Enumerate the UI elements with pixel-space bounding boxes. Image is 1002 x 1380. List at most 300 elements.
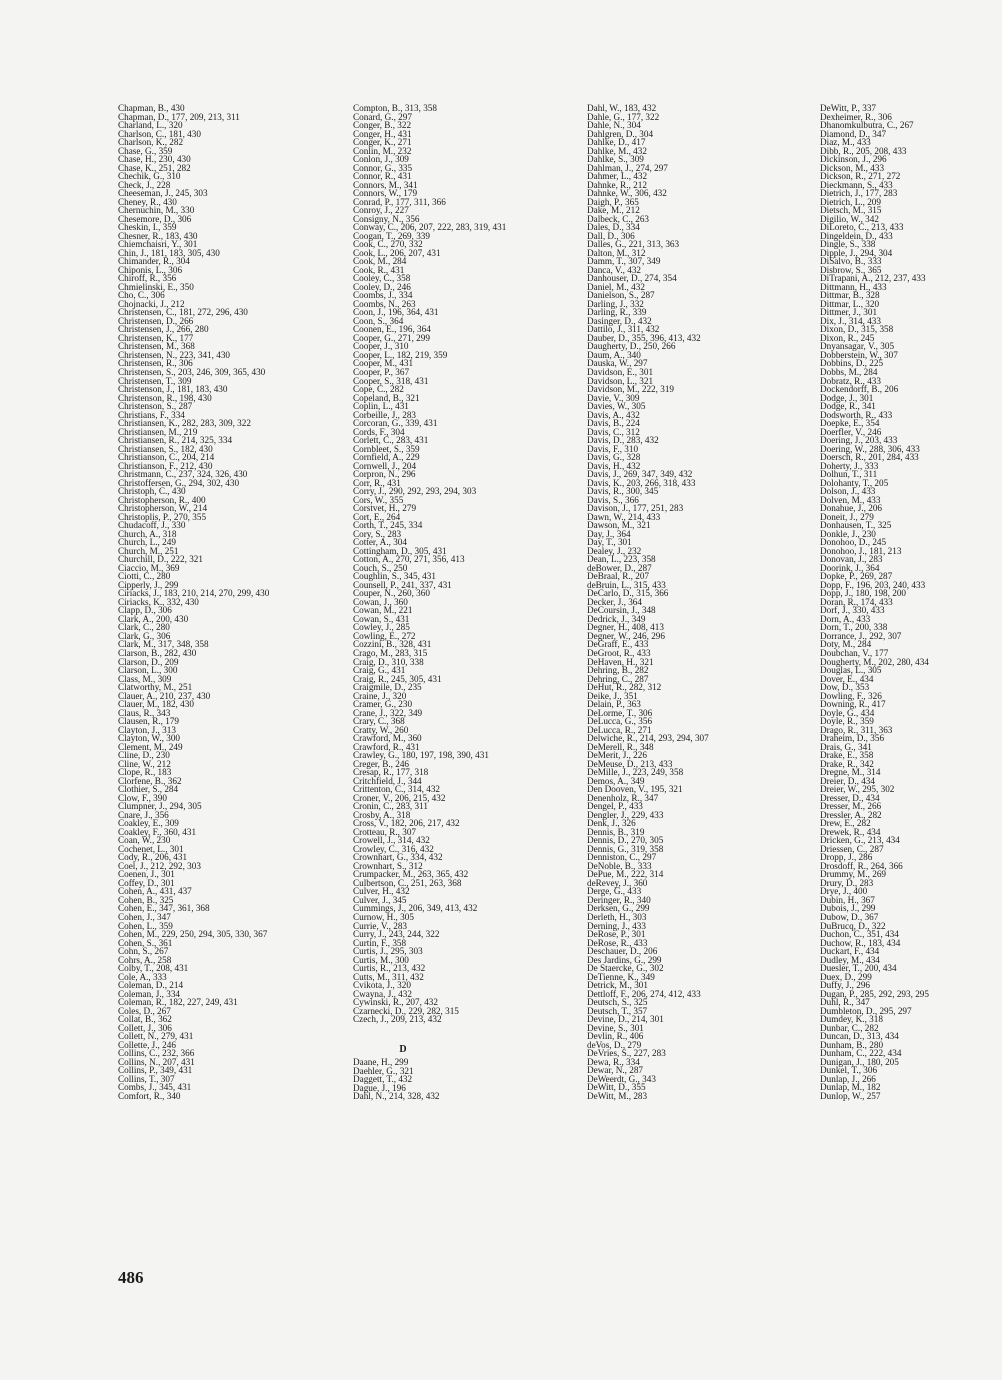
index-entry: Dietrich, J., 177, 283 [820, 188, 898, 199]
index-entry: Crago, M., 283, 315 [353, 648, 428, 658]
index-entry: Coel, J., 212, 292, 303 [118, 860, 201, 871]
index-entry: Chesner, R., 183, 430 [118, 230, 198, 241]
index-entry: Davidson, M., 222, 319 [587, 384, 675, 395]
index-entry: Doherty, J., 333 [820, 460, 879, 471]
index-entry: Charlson, C., 181, 430 [118, 128, 201, 139]
index-entry: Cipperly, J., 299 [118, 579, 179, 590]
index-entry: Coughlin, S., 345, 431 [353, 571, 436, 582]
index-entry: Donohoo, J., 181, 213 [820, 545, 902, 556]
index-entry: Deschauer, D., 206 [587, 946, 658, 957]
index-entry: Connor, R., 431 [353, 171, 412, 182]
index-entry: Degner, W., 246, 296 [587, 630, 665, 641]
index-entry: Collins, T., 307 [118, 1073, 175, 1084]
index-entry: DeBraal, R., 207 [587, 571, 650, 582]
index-entry: Dunlop, W., 257 [820, 1090, 881, 1101]
index-entry: DeWitt, M., 283 [587, 1090, 648, 1101]
index-entry: Dalles, G., 221, 313, 363 [587, 239, 680, 250]
index-entry: Doerfler, V., 246 [820, 426, 882, 437]
index-entry: Davis, A., 432 [587, 409, 640, 420]
index-entry: Den Dooven, V., 195, 321 [587, 784, 683, 795]
index-entry: Deutsch, T., 357 [587, 1005, 648, 1016]
index-entry: Couch, S., 250 [353, 562, 408, 573]
index-entry: Cowling, E., 272 [353, 630, 416, 641]
index-entry: Church, M., 251 [118, 545, 179, 556]
index-entry: Diaz, M., 433 [820, 137, 871, 148]
index-entry: Charlson, K., 282 [118, 137, 184, 148]
index-entry: Cramer, G., 230 [353, 699, 413, 710]
index-entry: Colby, T., 208, 431 [118, 963, 189, 974]
index-entry: Dahle, G., 177, 322 [587, 111, 660, 122]
index-entry: Christopherson, W., 214 [118, 503, 208, 514]
index-entry: DeGroot, R., 433 [587, 648, 651, 658]
index-entry: Cheney, R., 430 [118, 196, 177, 207]
index-entry: Dorn, A., 433 [820, 613, 871, 624]
index-entry: Chudacoff, J., 330 [118, 520, 186, 531]
index-entry: Christensen, M., 368 [118, 341, 195, 352]
index-entry: Downing, R., 417 [820, 699, 886, 710]
index-entry: DeWeerdt, G., 343 [587, 1073, 656, 1084]
index-entry: Doering, W., 288, 306, 433 [820, 443, 920, 454]
index-entry: Dopp, F., 196, 203, 240, 433 [820, 579, 926, 590]
index-entry: Conroy, J., 227 [353, 205, 409, 216]
index-entry: Des Jardins, G., 299 [587, 954, 662, 965]
index-entry: Danhouser, D., 274, 354 [587, 273, 677, 284]
index-entry: Ciriacks, J., 183, 210, 214, 270, 299, 430 [118, 588, 270, 599]
index-entry: Draheim, D., 356 [820, 733, 885, 744]
index-column-4 [820, 104, 929, 1100]
index-entry: Church, L., 249 [118, 537, 176, 548]
index-entry: Cooper, J., 310 [353, 341, 409, 352]
index-entry: Dodge, J., 301 [820, 392, 874, 403]
index-entry: Claus, R., 343 [118, 707, 171, 718]
index-entry: Clothier, S., 284 [118, 784, 179, 795]
index-entry: Combs, J., 345, 431 [118, 1082, 192, 1093]
index-entry: Crary, C., 368 [353, 716, 405, 727]
index-entry: DeNoble, B., 333 [587, 860, 652, 871]
index-entry: Dexheimer, R., 306 [820, 111, 892, 122]
index-entry: Dehring, B., 282 [587, 665, 649, 676]
index-entry: DeLorme, T., 306 [587, 707, 653, 718]
index-entry: Christianson, F., 212, 430 [118, 460, 213, 471]
index-entry: Compton, B., 313, 358 [353, 103, 437, 113]
index-entry: Dickson, M., 433 [820, 162, 885, 173]
index-entry: Damm, T., 307, 349 [587, 256, 661, 267]
index-entry: Davis, R., 300, 345 [587, 486, 659, 497]
index-entry: Dunham, C., 222, 434 [820, 1048, 902, 1059]
section-letter-heading: D [399, 1043, 407, 1055]
index-entry: Doering, J., 203, 433 [820, 435, 898, 446]
index-entry: Christensen, S., 203, 246, 309, 365, 430 [118, 366, 266, 377]
index-entry: Christianson, C., 204, 214 [118, 452, 215, 463]
index-entry: Clarson, D., 209 [118, 656, 179, 667]
index-entry: Coombs, N., 263 [353, 298, 416, 309]
index-entry: Dunlap, J., 266 [820, 1073, 876, 1084]
index-entry: Crane, J., 322, 349 [353, 707, 423, 718]
index-entry: Christoplis, P., 270, 355 [118, 511, 207, 522]
index-entry: Dregne, M., 314 [820, 767, 881, 778]
index-entry: Clark, M., 317, 348, 358 [118, 639, 209, 650]
index-entry: Chimander, R., 304 [118, 256, 190, 267]
index-entry: Cooley, D., 246 [353, 281, 411, 292]
index-entry: deVos, D., 279 [587, 1039, 642, 1050]
index-entry: Duesler, T., 200, 434 [820, 963, 897, 974]
index-entry: Cochenet, L., 301 [118, 843, 184, 854]
index-entry: Corth, T., 245, 334 [353, 520, 423, 531]
index-entry: Dengel, P., 433 [587, 801, 643, 812]
index-entry: Dubois, J., 299 [820, 903, 876, 914]
index-entry: Clark, G., 306 [118, 630, 171, 641]
index-entry: Drake, R., 342 [820, 758, 874, 769]
index-entry: Duhl, R., 347 [820, 997, 870, 1008]
index-entry: Coakley, E., 309 [118, 818, 179, 829]
index-entry: DeLucca, R., 271 [587, 724, 652, 735]
index-entry: Dockendorff, B., 206 [820, 384, 899, 395]
index-entry: Dnyansagar, V., 305 [820, 341, 895, 352]
index-entry: Davies, W., 305 [587, 401, 646, 412]
index-entry: Crawley, G., 180, 197, 198, 390, 431 [353, 750, 489, 761]
index-entry: DeMille, J., 223, 249, 358 [587, 767, 684, 778]
index-entry: Crownhart, S., 312 [353, 860, 423, 871]
index-entry: Craigmile, D., 235 [353, 682, 422, 693]
index-entry: Curtis, M., 300 [353, 954, 409, 965]
index-entry: Cooper, S., 318, 431 [353, 375, 429, 386]
index-entry: Corr, R., 431 [353, 477, 401, 488]
index-entry: Chapman, B., 430 [118, 103, 185, 113]
index-entry: Christenson, R., 198, 430 [118, 392, 212, 403]
index-entry: Collins, N., 207, 431 [118, 1056, 195, 1067]
index-entry: Duchon, C., 351, 434 [820, 929, 899, 940]
index-entry: Cort, E., 264 [353, 511, 401, 522]
index-entry: Dahlke, D., 417 [587, 137, 646, 148]
index-entry: Conger, K., 271 [353, 137, 412, 148]
index-column-3 [587, 104, 709, 1100]
index-entry: Christiansen, R., 214, 325, 334 [118, 435, 233, 446]
index-entry: Christensen, R., 306 [118, 358, 193, 369]
index-entry: Cowan, S., 431 [353, 613, 410, 624]
index-entry: Daum, A., 340 [587, 349, 641, 360]
index-entry: Daane, H., 299 [353, 1057, 409, 1068]
index-entry: Davis, J., 269, 347, 349, 432 [587, 469, 693, 480]
index-entry: Cody, R., 206, 431 [118, 852, 188, 863]
index-entry: Cornbleet, S., 359 [353, 443, 420, 454]
index-entry: Drais, G., 341 [820, 741, 872, 752]
index-entry: Clauer, A., 210, 237, 430 [118, 690, 211, 701]
index-entry: Dunkel, T., 306 [820, 1065, 878, 1076]
index-entry: Clatworthy, M., 251 [118, 682, 193, 693]
index-entry: Christopherson, R., 400 [118, 494, 206, 505]
index-entry: Corbeille, J., 283 [353, 409, 417, 420]
index-entry: Dumbleton, D., 295, 297 [820, 1005, 912, 1016]
index-entry: Coogan, T., 269, 339 [353, 230, 430, 241]
index-entry: Dunham, B., 280 [820, 1039, 884, 1050]
index-entry: Craig, R., 245, 305, 431 [353, 673, 442, 684]
index-entry: Day, J., 364 [587, 528, 631, 539]
index-entry: Christoffersen, G., 294, 302, 430 [118, 477, 240, 488]
index-entry: Dow, D., 353 [820, 682, 870, 693]
index-entry: Clayton, W., 300 [118, 733, 181, 744]
index-entry: Dricken, G., 213, 434 [820, 835, 900, 846]
index-entry: Dahnke, R., 212 [587, 179, 647, 190]
index-entry: Cohrs, A., 258 [118, 954, 172, 965]
index-entry: Crotteau, R., 307 [353, 826, 417, 837]
index-entry: Conger, H., 431 [353, 128, 412, 139]
index-entry: Corstvet, H., 279 [353, 503, 417, 514]
index-entry: Dudley, M., 434 [820, 954, 880, 965]
index-entry: Donovan, J., 283 [820, 554, 883, 565]
index-entry: Drummy, M., 269 [820, 869, 887, 880]
index-entry: Donohoo, D., 245 [820, 537, 887, 548]
index-entry: Daehler, G., 321 [353, 1065, 414, 1076]
index-entry: Cook, M., 284 [353, 256, 407, 267]
index-entry: Chapman, D., 177, 209, 213, 311 [118, 111, 240, 122]
index-entry: Driessen, C., 287 [820, 843, 884, 854]
index-entry: Coplin, L., 431 [353, 401, 409, 412]
index-entry: Croner, V., 206, 215, 432 [353, 792, 446, 803]
index-entry: Duncan, D., 313, 434 [820, 1031, 899, 1042]
index-entry: Dunigan, J., 180, 205 [820, 1056, 899, 1067]
index-entry: Davis, F., 310 [587, 443, 639, 454]
index-entry: deRevey, J., 360 [587, 877, 648, 888]
index-entry: Crownhart, G., 334, 432 [353, 852, 443, 863]
index-entry: Copeland, B., 321 [353, 392, 420, 403]
index-entry: Christensen, C., 181, 272, 296, 430 [118, 307, 248, 318]
index-entry: Darling, J., 332 [587, 298, 644, 309]
index-entry: Conrad, P., 177, 311, 366 [353, 196, 446, 207]
index-entry: Derning, J., 433 [587, 920, 646, 931]
index-entry: Cooper, M., 431 [353, 358, 414, 369]
index-entry: Craine, J., 320 [353, 690, 407, 701]
index-entry: Dahlgren, D., 304 [587, 128, 654, 139]
index-entry: Demos, A., 349 [587, 775, 645, 786]
index-entry: Collett, J., 306 [118, 1022, 172, 1033]
index-entry: Dresser, D., 434 [820, 792, 880, 803]
index-entry: Counsell, P., 241, 337, 431 [353, 579, 452, 590]
index-entry: DuBrucq, D., 322 [820, 920, 886, 931]
index-entry: Corpron, N., 296 [353, 469, 416, 480]
index-entry: Ciriacks, K., 332, 430 [118, 596, 199, 607]
index-entry: Dingeldein, D., 433 [820, 230, 893, 241]
index-entry: DeWitt, D., 355 [587, 1082, 646, 1093]
index-entry: Cheskin, I., 359 [118, 222, 177, 233]
index-entry: Dawn, W., 214, 433 [587, 511, 661, 522]
index-entry: Duckart, F., 434 [820, 946, 880, 957]
index-entry: deBower, D., 287 [587, 562, 652, 573]
index-entry: Coleman, R., 182, 227, 249, 431 [118, 997, 238, 1008]
index-entry: Dreier, W., 295, 302 [820, 784, 895, 795]
index-entry: Deringer, R., 340 [587, 894, 651, 905]
index-entry: Cole, A., 333 [118, 971, 167, 982]
index-entry: Dengler, J., 229, 433 [587, 809, 664, 820]
index-entry: Crittenton, C., 314, 432 [353, 784, 441, 795]
index-entry: Curry, J., 243, 244, 322 [353, 929, 440, 940]
index-entry: Davidson, E., 301 [587, 366, 654, 377]
index-entry: Daniel, M., 432 [587, 281, 645, 292]
index-entry: Cohen, J., 347 [118, 911, 171, 922]
index-entry: Derleth, H., 303 [587, 911, 647, 922]
index-entry: Dorrance, J., 292, 307 [820, 630, 902, 641]
index-entry: Dattilo, J., 311, 432 [587, 324, 660, 335]
index-entry: Decker, J., 364 [587, 596, 642, 607]
index-entry: Cope, C., 282 [353, 384, 404, 395]
index-entry: Dittmer, J., 301 [820, 307, 878, 318]
index-entry: Class, M., 309 [118, 673, 172, 684]
index-entry: Coon, J., 196, 364, 431 [353, 307, 439, 318]
index-entry: Conard, G., 297 [353, 111, 412, 122]
index-entry: Dennis, D., 270, 305 [587, 835, 664, 846]
index-entry: DeCarlo, D., 315, 366 [587, 588, 669, 599]
index-entry: Davis, S., 366 [587, 494, 639, 505]
index-entry: Charland, L., 320 [118, 120, 183, 131]
index-entry: Doorink, J., 364 [820, 562, 880, 573]
index-entry: Dake, M., 212 [587, 205, 640, 216]
index-entry: Doepke, E., 354 [820, 418, 880, 429]
index-entry: Davison, J., 177, 251, 283 [587, 503, 684, 514]
index-entry: Dubin, H., 367 [820, 894, 875, 905]
index-entry: Drewek, R., 434 [820, 826, 881, 837]
index-entry: Daigh, P., 365 [587, 196, 639, 207]
index-entry: Delwiche, R., 214, 293, 294, 307 [587, 733, 709, 744]
index-entry: Denk, J., 326 [587, 818, 636, 829]
index-entry: Cummings, J., 206, 349, 413, 432 [353, 903, 478, 914]
index-entry: Cohen, E., 347, 361, 368 [118, 903, 210, 914]
index-entry: Christensen, K., 177 [118, 332, 194, 343]
index-entry: Christensen, J., 266, 280 [118, 324, 209, 335]
index-entry: Dubow, D., 367 [820, 911, 879, 922]
index-entry: Christenson, J., 181, 183, 430 [118, 384, 228, 395]
index-entry: Duex, D., 299 [820, 971, 872, 982]
index-entry: Dennis, B., 319 [587, 826, 645, 837]
index-entry: Dennis, G., 319, 358 [587, 843, 664, 854]
index-entry: Dunlap, M., 182 [820, 1082, 881, 1093]
index-entry: Christiansen, S., 182, 430 [118, 443, 213, 454]
index-entry: Dolson, J., 433 [820, 486, 876, 497]
index-entry: Davidson, L., 321 [587, 375, 654, 386]
index-entry: Christmann, C., 237, 324, 326, 430 [118, 469, 248, 480]
index-entry: Corcoran, G., 339, 431 [353, 418, 438, 429]
index-entry: Degner, H., 408, 413 [587, 622, 664, 633]
index-entry: Drew, E., 282 [820, 818, 871, 829]
index-entry: DeMerit, J., 226 [587, 750, 647, 761]
index-entry: Dobratz, R., 433 [820, 375, 881, 386]
index-entry: Clope, R., 183 [118, 767, 172, 778]
index-entry: Cors, W., 355 [353, 494, 404, 505]
index-entry: Clumpner, J., 294, 305 [118, 801, 202, 812]
index-entry: Drago, R., 311, 363 [820, 724, 893, 735]
index-entry: Culbertson, C., 251, 263, 368 [353, 877, 462, 888]
index-entry: Chase, G., 359 [118, 145, 173, 156]
index-entry: Danielson, S., 287 [587, 290, 655, 301]
index-entry: Dreier, D., 434 [820, 775, 875, 786]
index-entry: Conlin, M., 232 [353, 145, 412, 156]
index-entry: Dropp, J., 286 [820, 852, 873, 863]
index-entry: Chojnacki, J., 212 [118, 298, 185, 309]
index-entry: Collat, B., 362 [118, 1014, 172, 1025]
index-entry: Clark, C., 280 [118, 622, 170, 633]
index-entry: Cho, C., 306 [118, 290, 165, 301]
index-column-1 [118, 104, 269, 1100]
index-entry: Dobberstein, W., 307 [820, 349, 898, 360]
index-entry: Curtis, R., 213, 432 [353, 963, 426, 974]
index-entry: Cowan, J., 360 [353, 596, 408, 607]
index-entry: Cory, S., 283 [353, 528, 402, 539]
index-entry: Cross, V., 182, 206, 217, 432 [353, 818, 460, 829]
index-entry: Davis, G., 328 [587, 452, 641, 463]
index-entry: Dhanomkulbutra, C., 267 [820, 120, 914, 131]
index-entry: DeTienne, K., 349 [587, 971, 655, 982]
index-entry: Dahl, N., 214, 328, 432 [353, 1091, 440, 1102]
index-entry: Ciotti, C., 280 [118, 571, 171, 582]
index-entry: Dahl, W., 183, 432 [587, 103, 657, 113]
index-entry: Dewa, R., 334 [587, 1056, 640, 1067]
index-entry: Clow, F., 390 [118, 792, 167, 803]
index-entry: Coenen, J., 301 [118, 869, 175, 880]
index-entry: Dewar, N., 287 [587, 1065, 644, 1076]
index-entry: Drosdoff, R., 264, 366 [820, 860, 903, 871]
index-entry: Couper, N., 260, 360 [353, 588, 430, 599]
index-entry: Coan, W., 230 [118, 835, 171, 846]
index-entry: Dedrick, J., 349 [587, 613, 646, 624]
index-entry: Cook, C., 270, 332 [353, 239, 423, 250]
index-entry: Davis, B., 224 [587, 418, 640, 429]
index-entry: Daugherty, D., 250, 266 [587, 341, 676, 352]
index-entry: Davis, H., 432 [587, 460, 641, 471]
index-entry: Cywinski, R., 207, 432 [353, 997, 438, 1008]
index-entry: Dahlke, S., 309 [587, 154, 644, 165]
index-entry: Dresser, M., 266 [820, 801, 882, 812]
index-entry: Dahle, N., 304 [587, 120, 641, 131]
index-entry: Donhausen, T., 325 [820, 520, 892, 531]
index-entry: Coles, D., 267 [118, 1005, 171, 1016]
index-entry: Dahlke, M., 432 [587, 145, 647, 156]
index-entry: DiSalvo, B., 333 [820, 256, 882, 267]
index-entry: Chiemchaisri, Y., 301 [118, 239, 198, 250]
index-entry: Craig, G., 431 [353, 665, 406, 676]
index-entry: Dolven, M., 433 [820, 494, 881, 505]
index-entry: Critchfield, J., 344 [353, 775, 422, 786]
index-entry: DiTrapani, A., 212, 237, 433 [820, 273, 926, 284]
index-entry: Czech, J., 209, 213, 432 [353, 1014, 442, 1025]
index-entry: Cline, D., 230 [118, 750, 170, 761]
index-entry: Clark, A., 200, 430 [118, 613, 189, 624]
index-entry: Detrick, M., 301 [587, 980, 648, 991]
index-entry: Clorfene, B., 362 [118, 775, 182, 786]
index-entry: Dehring, C., 287 [587, 673, 649, 684]
index-entry: Conway, C., 206, 207, 222, 283, 319, 431 [353, 222, 507, 233]
index-entry: Chmielinski, E., 350 [118, 281, 194, 292]
index-entry: Dietsch, M., 315 [820, 205, 882, 216]
index-entry: Cooper, L., 182, 219, 359 [353, 349, 448, 360]
index-entry: Dipple, J., 294, 304 [820, 247, 893, 258]
index-entry: Crawford, R., 431 [353, 741, 420, 752]
index-entry: Connor, G., 335 [353, 162, 413, 173]
index-entry: Doubchan, V., 177 [820, 648, 889, 658]
index-entry: Christiansen, M., 219 [118, 426, 198, 437]
index-entry: Dover, E., 434 [820, 673, 874, 684]
index-entry: Dix, J., 314, 433 [820, 315, 881, 326]
index-entry: Drye, J., 400 [820, 886, 868, 897]
index-entry: Crumpacker, M., 263, 365, 432 [353, 869, 469, 880]
index-entry: Collett, N., 279, 431 [118, 1031, 194, 1042]
index-entry: Dalbeck, C., 263 [587, 213, 650, 224]
index-entry: Dorf, J., 330, 433 [820, 605, 885, 616]
index-entry: Dickson, R., 271, 272 [820, 171, 901, 182]
index-entry: Darling, R., 339 [587, 307, 647, 318]
index-entry: Dodge, R., 341 [820, 401, 876, 412]
index-entry: Crowell, J., 314, 432 [353, 835, 430, 846]
index-entry: DeGraff, E., 433 [587, 639, 649, 650]
index-entry: Dressler, A., 282 [820, 809, 882, 820]
index-entry: Dugan, P., 285, 292, 293, 295 [820, 988, 929, 999]
